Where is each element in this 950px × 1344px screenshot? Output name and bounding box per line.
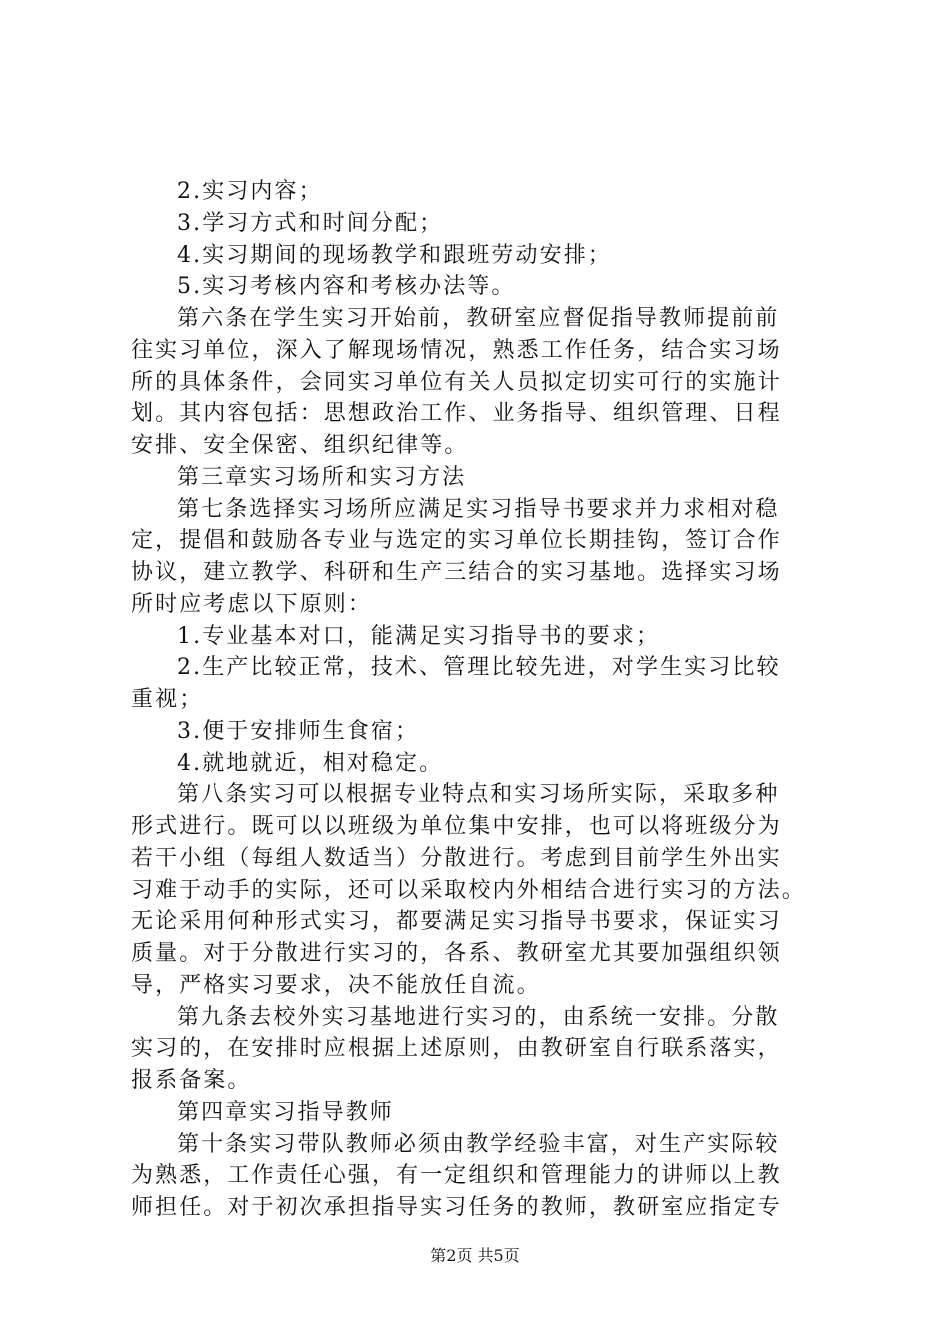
- list-item: 3.便于安排师生食宿；: [177, 718, 420, 744]
- paragraph-line: 第七条选择实习场所应满足实习指导书要求并力求相对稳: [177, 496, 780, 522]
- paragraph-line: 报系备案。: [131, 1068, 252, 1093]
- paragraph-line: 导，严格实习要求，决不能放任自流。: [131, 972, 541, 998]
- list-item: 5.实习考核内容和考核办法等。: [177, 274, 516, 300]
- paragraph-line: 划。其内容包括：思想政治工作、业务指导、组织管理、日程: [131, 401, 782, 427]
- paragraph-line: 协议，建立教学、科研和生产三结合的实习基地。选择实习场: [131, 560, 782, 585]
- paragraph-line: 若干小组（每组人数适当）分散进行。考虑到目前学生外出实: [131, 845, 782, 871]
- paragraph-line: 往实习单位，深入了解现场情况，熟悉工作任务，结合实习场: [131, 337, 782, 363]
- list-item: 2.实习内容；: [177, 179, 323, 204]
- paragraph-line: 习难于动手的实际，还可以采取校内外相结合进行实习的方法。: [131, 877, 806, 903]
- document-body: [131, 176, 831, 1224]
- list-item: 4.就地就近，相对稳定。: [177, 750, 444, 776]
- paragraph-line: 第九条去校外实习基地进行实习的，由系统一安排。分散: [177, 1004, 780, 1030]
- paragraph-line: 第八条实习可以根据专业特点和实习场所实际，采取多种: [177, 782, 780, 808]
- list-item: 3.学习方式和时间分配；: [177, 210, 444, 236]
- paragraph-line: 为熟悉，工作责任心强，有一定组织和管理能力的讲师以上教: [131, 1163, 782, 1189]
- paragraph-line: 实习的，在安排时应根据上述原则，由教研室自行联系落实，: [131, 1036, 782, 1062]
- paragraph-line: 第十条实习带队教师必须由教学经验丰富，对生产实际较: [177, 1131, 780, 1157]
- list-item-continuation: 重视；: [131, 687, 204, 712]
- paragraph-line: 定，提倡和鼓励各专业与选定的实习单位长期挂钩，签订合作: [131, 528, 782, 554]
- list-item: 2.生产比较正常，技术、管理比较先进，对学生实习比较: [177, 655, 781, 681]
- page-number-footer: 第2页 共5页: [430, 1246, 520, 1265]
- paragraph-line: 第六条在学生实习开始前，教研室应督促指导教师提前前: [177, 306, 780, 331]
- paragraph-line: 安排、安全保密、组织纪律等。: [131, 433, 469, 458]
- paragraph-line: 形式进行。既可以以班级为单位集中安排，也可以将班级分为: [131, 814, 782, 839]
- chapter-heading: 第三章实习场所和实习方法: [177, 464, 467, 490]
- list-item: 4.实习期间的现场教学和跟班劳动安排；: [177, 242, 612, 268]
- paragraph-line: 无论采用何种形式实习，都要满足实习指导书要求，保证实习: [131, 909, 782, 935]
- list-item: 1.专业基本对口，能满足实习指导书的要求；: [177, 623, 661, 649]
- paragraph-line: 所的具体条件，会同实习单位有关人员拟定切实可行的实施计: [131, 369, 782, 395]
- paragraph-line: 所时应考虑以下原则：: [131, 591, 373, 617]
- paragraph-line: 师担任。对于初次承担指导实习任务的教师，教研室应指定专: [131, 1195, 782, 1220]
- paragraph-line: 质量。对于分散进行实习的，各系、教研室尤其要加强组织领: [131, 941, 782, 966]
- chapter-heading: 第四章实习指导教师: [177, 1099, 394, 1125]
